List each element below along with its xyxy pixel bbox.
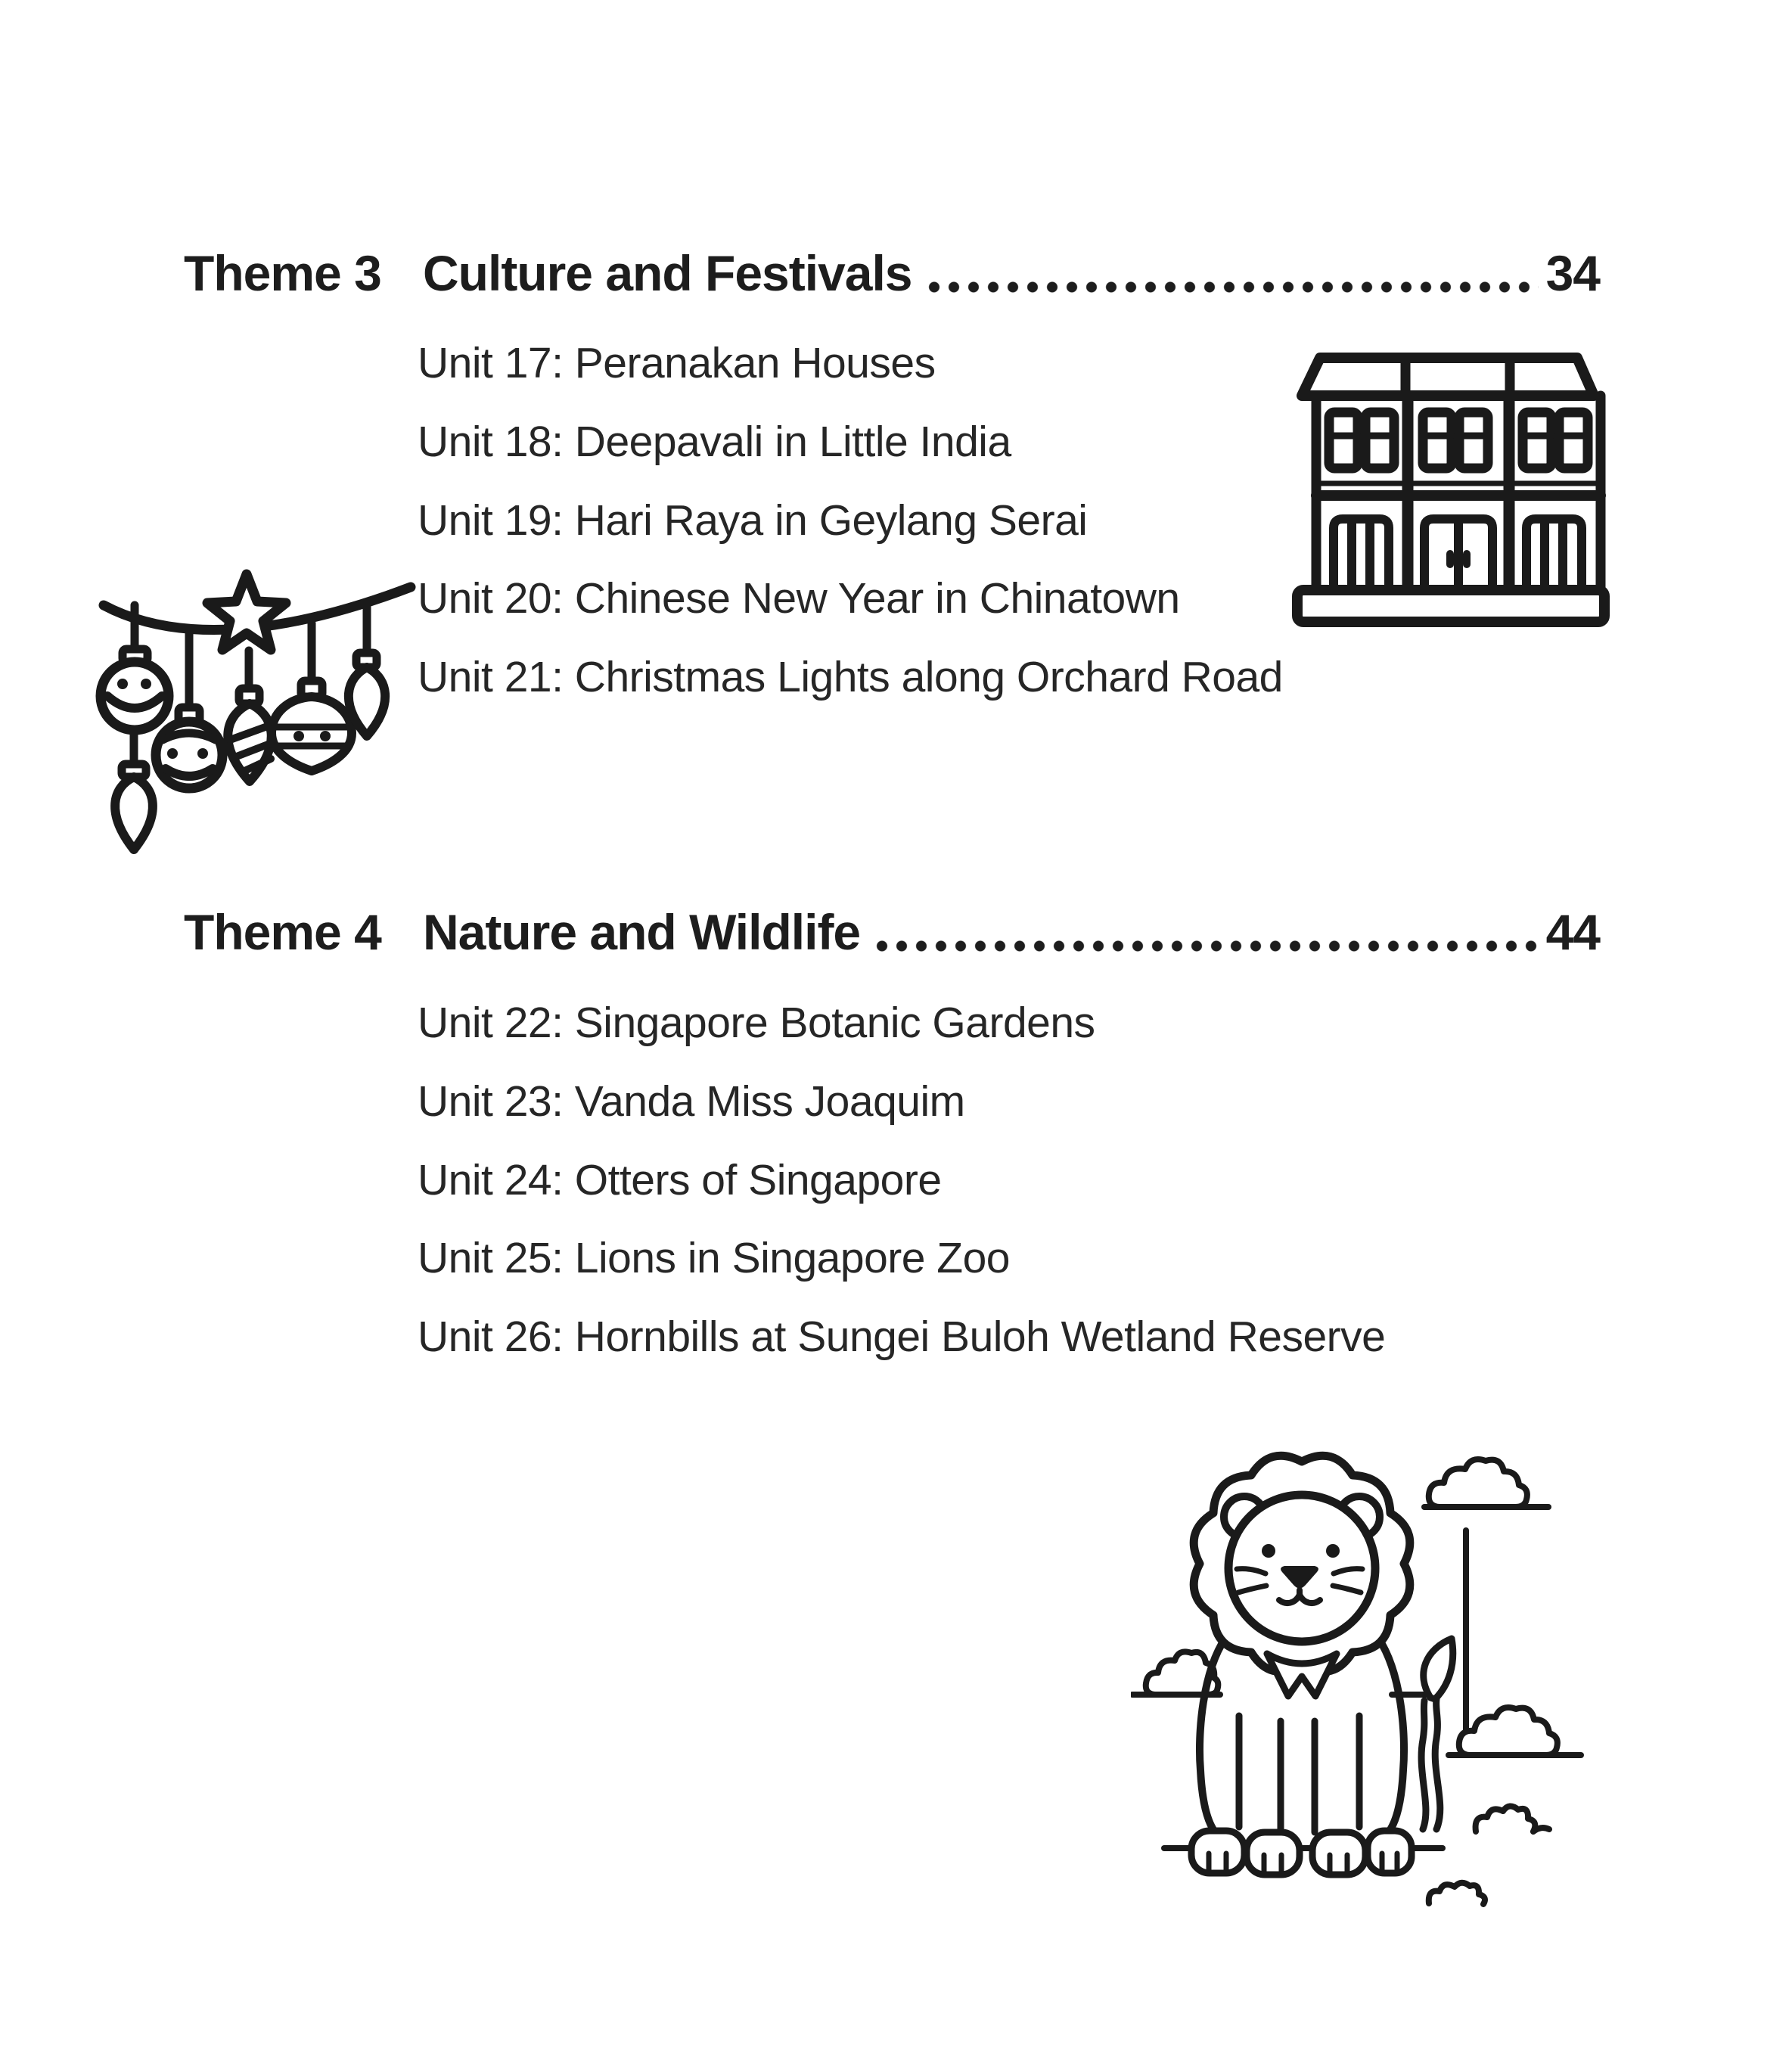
toc-entry: Unit 26: Hornbills at Sungei Buloh Wetland Reserve <box>418 1313 1386 1361</box>
toc-entry: Unit 18: Deepavali in Little India <box>418 418 1011 466</box>
toc-entry: Unit 25: Lions in Singapore Zoo <box>418 1234 1011 1282</box>
toc-entry: Unit 17: Peranakan Houses <box>418 339 936 387</box>
page-number: 44 <box>1545 904 1600 960</box>
christmas-ornaments-garland-icon <box>87 560 427 878</box>
sitting-lion-with-clouds-icon <box>1131 1415 1600 1914</box>
dotted-leader <box>924 281 1539 293</box>
theme-3-heading <box>184 245 1600 303</box>
theme-4-heading <box>184 904 1600 962</box>
theme-label: Theme 3 <box>184 245 381 301</box>
theme-title: Nature and Wildlife <box>423 904 861 960</box>
page-number: 34 <box>1545 245 1600 301</box>
toc-entry: Unit 22: Singapore Botanic Gardens <box>418 999 1095 1047</box>
toc-entry: Unit 23: Vanda Miss Joaquim <box>418 1077 965 1126</box>
theme-title: Culture and Festivals <box>423 245 912 301</box>
peranakan-shophouse-icon <box>1281 335 1613 630</box>
dotted-leader <box>872 940 1538 952</box>
toc-entry: Unit 21: Christmas Lights along Orchard Road <box>418 653 1283 701</box>
theme-label: Theme 4 <box>184 904 381 960</box>
toc-entry: Unit 19: Hari Raya in Geylang Serai <box>418 496 1088 545</box>
toc-entry: Unit 24: Otters of Singapore <box>418 1156 942 1204</box>
toc-entry: Unit 20: Chinese New Year in Chinatown <box>418 574 1180 623</box>
